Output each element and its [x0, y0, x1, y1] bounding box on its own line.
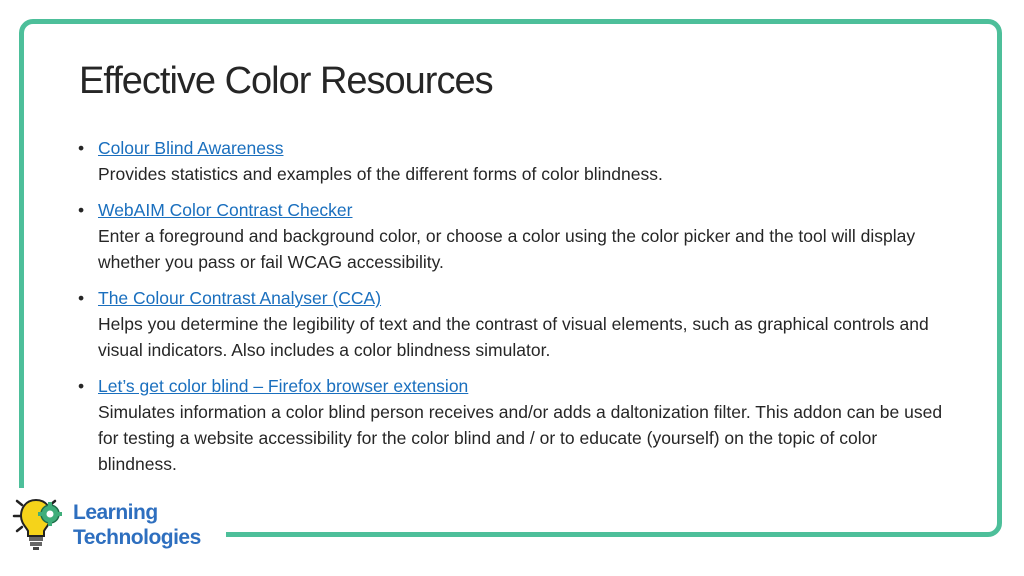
item-description: Helps you determine the legibility of text and the contrast of visual elements, such as graphical controls and visual indicators. Also includes a color blindness simulator. [98, 314, 929, 360]
list-item [78, 373, 958, 477]
logo-line-2: Technologies [73, 526, 201, 549]
learning-technologies-logo [73, 500, 201, 550]
item-description: Enter a foreground and background color, or choose a color using the color picker and the tool will display whether you pass or fail WCAG accessibility. [98, 226, 916, 272]
list-item [78, 135, 958, 187]
page-title: Effective Color Resources [79, 60, 493, 102]
lightbulb-gear-icon [12, 494, 70, 552]
colour-contrast-analyser-link[interactable]: The Colour Contrast Analyser (CCA) [98, 288, 382, 308]
item-description: Simulates information a color blind person receives and/or adds a daltonization filter. This addon can be used for testing a website accessibility for the color blind and / or to educate (yourself) on the topic of color blindness. [98, 402, 943, 474]
resource-list [78, 135, 958, 487]
item-description: Provides statistics and examples of the different forms of color blindness. [98, 164, 663, 184]
bullet-icon: • [78, 376, 85, 396]
bullet-icon: • [78, 138, 85, 158]
list-item [78, 197, 958, 275]
firefox-extension-link[interactable]: Let’s get color blind – Firefox browser extension [98, 376, 469, 396]
list-item [78, 285, 958, 363]
bullet-icon: • [78, 288, 85, 308]
webaim-contrast-checker-link[interactable]: WebAIM Color Contrast Checker [98, 200, 353, 220]
logo-line-1: Learning [73, 501, 158, 524]
colour-blind-awareness-link[interactable]: Colour Blind Awareness [98, 138, 284, 158]
bullet-icon: • [78, 200, 85, 220]
